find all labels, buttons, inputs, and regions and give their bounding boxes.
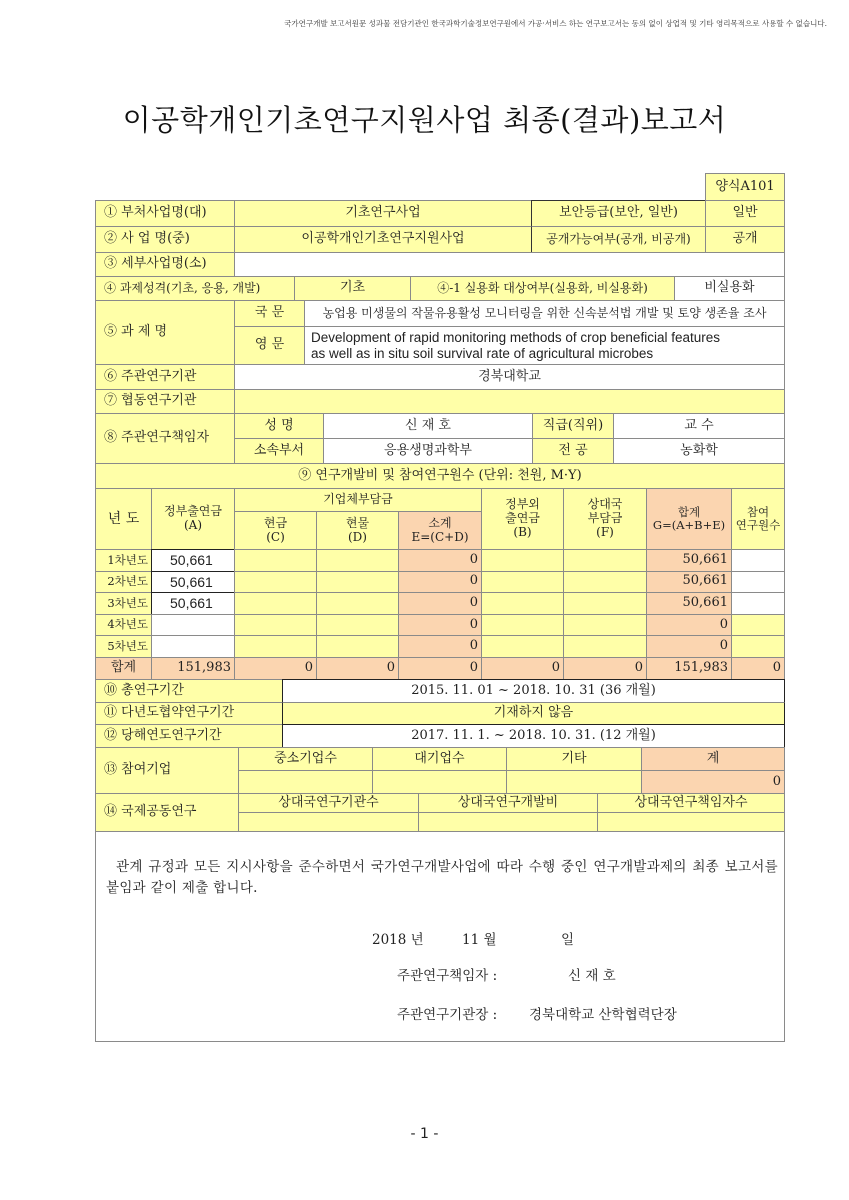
label-security-level: 보안등급(보안, 일반) — [531, 200, 706, 227]
value-other-count — [506, 770, 642, 794]
budget-cell-total: 50,661 — [646, 592, 732, 615]
head-signature-name: 경북대학교 산학협력단장 — [529, 1007, 677, 1023]
budget-cell-year: 5차년도 — [95, 635, 152, 658]
value-commercialization: 비실용화 — [674, 276, 785, 301]
label-commercialization: ④-1 실용화 대상여부(실용화, 비실용화) — [410, 276, 675, 301]
budget-cell-year: 4차년도 — [95, 614, 152, 637]
value-program-name: 이공학개인기초연구지원사업 — [234, 226, 532, 253]
header-corp-share: 기업체부담금 — [234, 488, 482, 512]
label-sub-program: ③ 세부사업명(소) — [95, 252, 235, 277]
value-large-corp-count — [372, 770, 507, 794]
budget-cell-year: 1차년도 — [95, 549, 152, 572]
header-partner-line2: 부담금 — [587, 511, 623, 526]
label-participating-companies: ⑬ 참여기업 — [95, 747, 239, 794]
value-security-level: 일반 — [705, 200, 785, 227]
submission-statement — [95, 831, 785, 1042]
label-coop-institution: ⑦ 협동연구기관 — [95, 389, 235, 414]
budget-cell-nongov — [481, 614, 564, 637]
header-gov-funding — [151, 488, 235, 550]
value-coop-institution — [234, 389, 785, 414]
budget-cell-sub: 0 — [398, 592, 482, 615]
budget-cell-total: 0 — [646, 635, 732, 658]
budget-cell-kind — [316, 635, 399, 658]
header-large-corp-count: 대기업수 — [372, 747, 507, 771]
copyright-notice: 국가연구개발 보고서원문 성과물 전담기관인 한국과학기술정보연구원에서 가공·서비스 하는 연구보고서는 동의 없이 상업적 및 기타 영리목적으로 사용할 수 없습니다. — [284, 19, 827, 28]
statement-text: 관계 규정과 모든 지시사항을 준수하면서 국가연구개발사업에 따라 수행 중인 연구개발과제의 최종 보고서를 붙임과 같이 제출 합니다. — [106, 859, 778, 896]
budget-cell-cash — [234, 549, 317, 572]
budget-cell-nongov — [481, 571, 564, 594]
header-researchers — [731, 488, 785, 550]
label-disclosure: 공개가능여부(공개, 비공개) — [531, 226, 706, 253]
header-partner-institutions: 상대국연구기관수 — [238, 793, 419, 813]
value-pi-major: 농화학 — [613, 438, 785, 464]
label-current-period: ⑫ 당해연도연구기간 — [95, 724, 283, 748]
budget-cell-partner — [563, 571, 647, 594]
header-year: 년 도 — [95, 488, 152, 550]
budget-cell-gov — [151, 614, 235, 637]
header-partner-share — [563, 488, 647, 550]
header-cash-line1: 현금 — [263, 515, 288, 530]
header-company-total: 계 — [641, 747, 785, 771]
budget-cell-kind — [316, 592, 399, 615]
label-korean-title: 국 문 — [234, 300, 305, 327]
budget-cell-researchers — [731, 614, 785, 637]
header-kind-line2: (D) — [348, 529, 367, 544]
pi-signature-label: 주관연구책임자 : — [397, 968, 498, 984]
header-subtotal — [398, 511, 482, 550]
budget-cell-gov: 50,661 — [151, 571, 235, 594]
budget-cell-gov — [151, 635, 235, 658]
value-multiyear-period: 기재하지 않음 — [282, 702, 785, 725]
budget-cell-researchers — [731, 635, 785, 658]
pi-signature-name: 신 재 호 — [568, 968, 616, 984]
budget-cell-kind — [316, 614, 399, 637]
page-title: 이공학개인기초연구지원사업 최종(결과)보고서 — [122, 103, 727, 137]
header-researchers-line1: 참여 — [746, 504, 770, 519]
label-project-title: ⑤ 과 제 명 — [95, 300, 235, 365]
header-nongov-line2: 출연금 — [505, 511, 540, 526]
budget-cell-sub: 0 — [398, 549, 482, 572]
budget-cell-nongov — [481, 549, 564, 572]
label-english-title: 영 문 — [234, 326, 305, 365]
budget-cell-nongov — [481, 592, 564, 615]
header-partner-line3: (F) — [596, 524, 614, 539]
budget-sum-sub: 0 — [398, 657, 482, 680]
header-total — [646, 488, 732, 550]
label-pi-dept: 소속부서 — [234, 438, 324, 464]
budget-cell-total: 50,661 — [646, 571, 732, 594]
budget-cell-total: 0 — [646, 614, 732, 637]
budget-cell-cash — [234, 571, 317, 594]
header-other-count: 기타 — [506, 747, 642, 771]
budget-cell-sub: 0 — [398, 571, 482, 594]
budget-cell-year: 2차년도 — [95, 571, 152, 594]
page-number: - 1 - — [410, 1126, 439, 1142]
value-lead-institution: 경북대학교 — [234, 364, 785, 390]
budget-cell-year: 3차년도 — [95, 592, 152, 615]
header-nongov-line3: (B) — [513, 524, 532, 539]
header-partner-pi-count: 상대국연구책임자수 — [597, 793, 785, 813]
budget-cell-researchers — [731, 592, 785, 615]
header-nongov-funding — [481, 488, 564, 550]
value-english-title — [304, 326, 785, 365]
value-sme-count — [238, 770, 373, 794]
header-in-kind — [316, 511, 399, 550]
budget-cell-sub: 0 — [398, 635, 482, 658]
date-day: 일 — [561, 932, 575, 948]
value-company-total: 0 — [641, 770, 785, 794]
budget-cell-nongov — [481, 635, 564, 658]
label-program-name: ② 사 업 명(중) — [95, 226, 235, 253]
label-international-research: ⑭ 국제공동연구 — [95, 793, 239, 832]
budget-sum-nongov: 0 — [481, 657, 564, 680]
budget-cell-total: 50,661 — [646, 549, 732, 572]
header-gov-line1: 정부출연금 — [164, 504, 222, 519]
header-total-line1: 합계 — [677, 504, 701, 519]
english-title-line1: Development of rapid monitoring methods of crop beneficial features — [311, 329, 720, 345]
header-sme-count: 중소기업수 — [238, 747, 373, 771]
header-cash-line2: (C) — [266, 529, 285, 544]
value-korean-title: 농업용 미생물의 작물유용활성 모니터링을 위한 신속분석법 개발 및 토양 생존율 조사 — [304, 300, 785, 327]
budget-cell-cash — [234, 592, 317, 615]
budget-sum-year: 합계 — [95, 657, 152, 680]
value-partner-pi-count — [597, 812, 785, 832]
label-principal-investigator: ⑧ 주관연구책임자 — [95, 413, 235, 464]
budget-sum-kind: 0 — [316, 657, 399, 680]
header-total-line2: G=(A+B+E) — [652, 518, 726, 532]
budget-cell-researchers — [731, 549, 785, 572]
budget-cell-partner — [563, 635, 647, 658]
budget-section-title: ⑨ 연구개발비 및 참여연구원수 (단위: 천원, M·Y) — [95, 463, 785, 489]
value-total-period: 2015. 11. 01 ~ 2018. 10. 31 (36 개월) — [282, 679, 785, 703]
budget-cell-kind — [316, 571, 399, 594]
label-pi-rank: 직급(직위) — [532, 413, 614, 439]
budget-cell-partner — [563, 549, 647, 572]
header-nongov-line1: 정부외 — [505, 497, 540, 512]
budget-sum-cash: 0 — [234, 657, 317, 680]
budget-cell-gov: 50,661 — [151, 549, 235, 572]
budget-cell-partner — [563, 614, 647, 637]
form-id: 양식A101 — [705, 173, 785, 201]
header-kind-line1: 현물 — [345, 515, 370, 530]
budget-cell-sub: 0 — [398, 614, 482, 637]
value-pi-dept: 응용생명과학부 — [323, 438, 533, 464]
header-researchers-line2: 연구원수 — [735, 518, 781, 532]
budget-sum-researchers: 0 — [731, 657, 785, 680]
header-gov-line2: (A) — [183, 518, 203, 532]
header-cash — [234, 511, 317, 550]
budget-cell-kind — [316, 549, 399, 572]
value-partner-rd-cost — [418, 812, 598, 832]
label-ministry-program: ① 부처사업명(대) — [95, 200, 235, 227]
budget-sum-partner: 0 — [563, 657, 647, 680]
label-pi-major: 전 공 — [532, 438, 614, 464]
value-sub-program — [234, 252, 785, 277]
date-year: 2018 년 — [372, 932, 424, 948]
budget-cell-partner — [563, 592, 647, 615]
value-pi-rank: 교 수 — [613, 413, 785, 439]
value-project-type: 기초 — [294, 276, 411, 301]
value-pi-name: 신 재 호 — [323, 413, 533, 439]
header-sub-line2: E=(C+D) — [411, 529, 469, 544]
label-multiyear-period: ⑪ 다년도협약연구기간 — [95, 702, 283, 725]
date-month: 11 월 — [462, 932, 497, 948]
header-sub-line1: 소계 — [428, 515, 452, 530]
budget-sum-total: 151,983 — [646, 657, 732, 680]
budget-cell-cash — [234, 635, 317, 658]
value-disclosure: 공개 — [705, 226, 785, 253]
budget-cell-researchers — [731, 571, 785, 594]
label-pi-name: 성 명 — [234, 413, 324, 439]
label-project-type: ④ 과제성격(기초, 응용, 개발) — [95, 276, 295, 301]
budget-sum-gov: 151,983 — [151, 657, 235, 680]
label-lead-institution: ⑥ 주관연구기관 — [95, 364, 235, 390]
header-partner-line1: 상대국 — [587, 497, 623, 512]
head-signature-label: 주관연구기관장 : — [397, 1007, 498, 1023]
english-title-line2: as well as in situ soil survival rate of agricultural microbes — [311, 345, 654, 361]
budget-cell-gov: 50,661 — [151, 592, 235, 615]
value-partner-institutions — [238, 812, 419, 832]
label-total-period: ⑩ 총연구기간 — [95, 679, 283, 703]
budget-cell-cash — [234, 614, 317, 637]
header-partner-rd-cost: 상대국연구개발비 — [418, 793, 598, 813]
value-ministry-program: 기초연구사업 — [234, 200, 532, 227]
value-current-period: 2017. 11. 1. ~ 2018. 10. 31. (12 개월) — [282, 724, 785, 748]
